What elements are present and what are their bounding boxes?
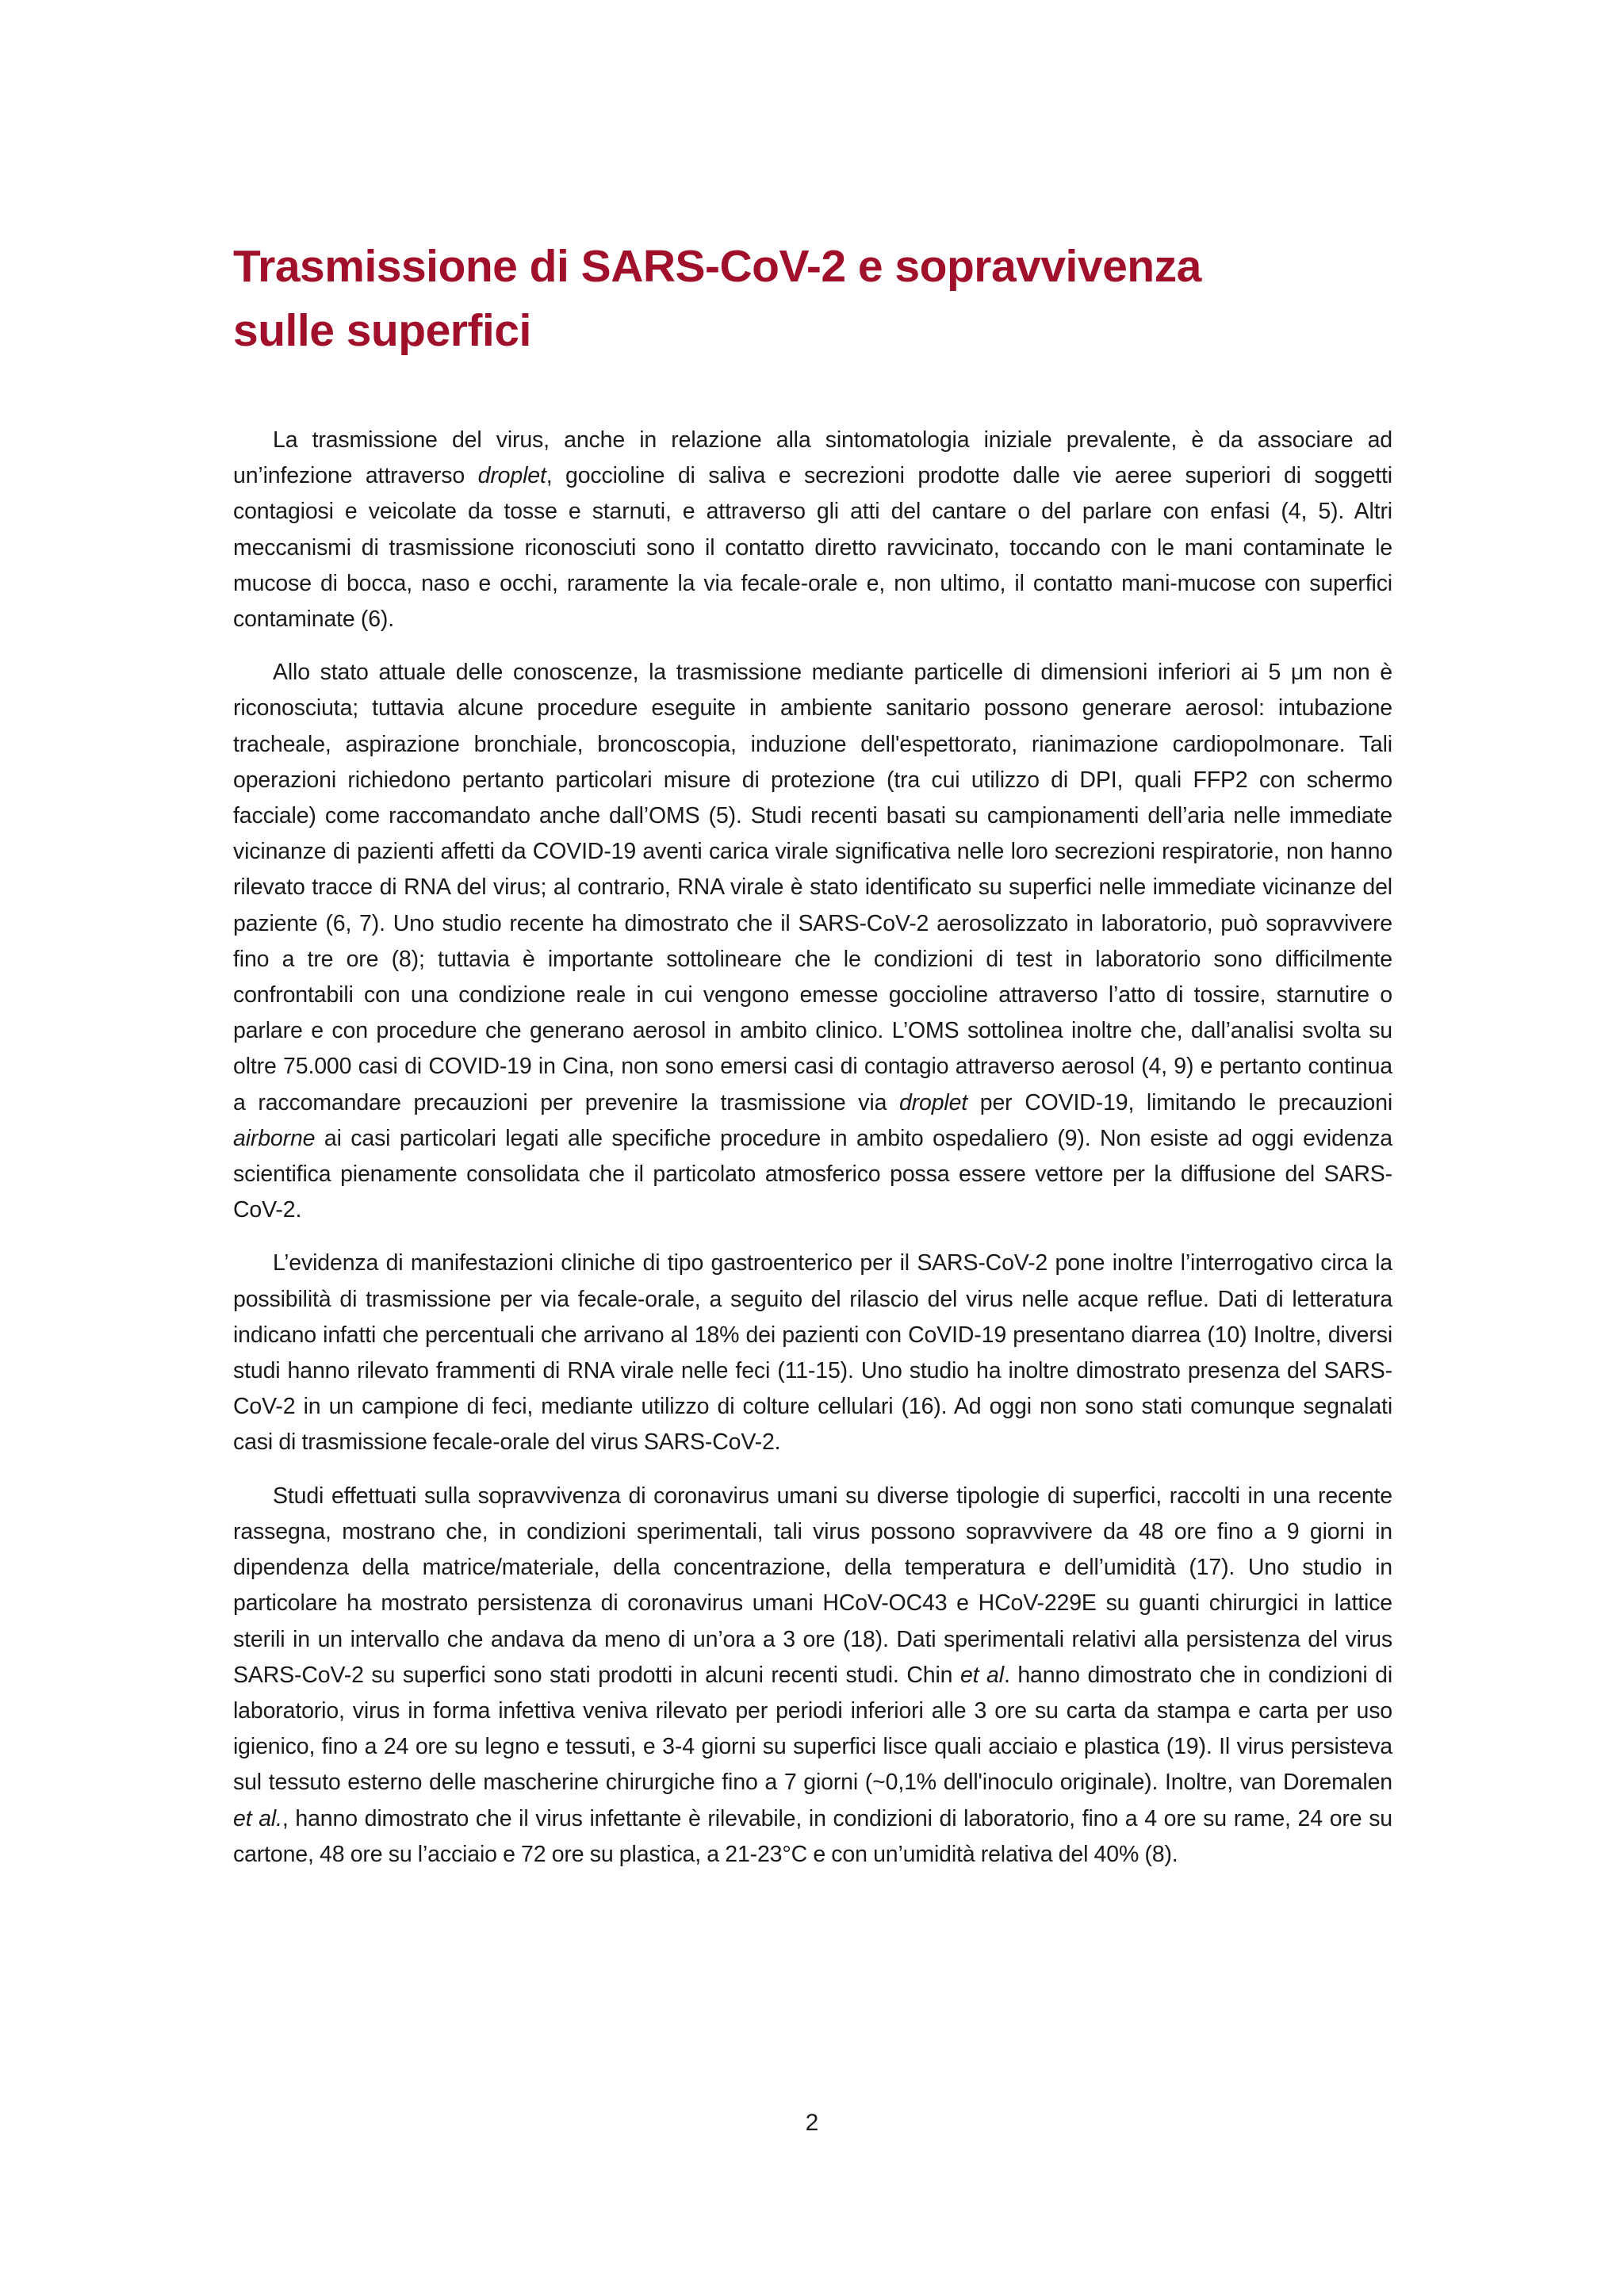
paragraph-1 [233,423,1392,637]
text-run: ai casi particolari legati alle specifiche procedure in ambito ospedaliero (9). Non esiste ad oggi evidenza scientifica pienamente consolidata che il particolato atmosferico possa essere vettore per la diffusione del SARS-CoV-2. [233,1125,1392,1223]
text-run: , goccioline di saliva e secrezioni prodotte dalle vie aeree superiori di soggetti contagiosi e veicolate da tosse e starnuti, e attraverso gli atti del cantare o del parlare con enfasi (4, 5). Altri meccanismi di trasmissione riconosciuti sono il contatto diretto ravvicinato, toccando con le mani contaminate le mucose di bocca, naso e occhi, raramente la via fecale-orale e, non ultimo, il contatto mani-mucose con superfici contaminate (6). [233,463,1392,633]
text-run: La trasmissione del virus, anche in relazione alla sintomatologia iniziale prevalente, è da associare ad un’infezione attraverso [233,427,1392,489]
paragraph-2 [233,655,1392,1228]
italic-term: et al [959,1662,1004,1688]
page-number: 2 [805,2110,819,2136]
italic-term: droplet [898,1089,968,1115]
title-line-2: sulle superfici [233,305,531,356]
text-run: per COVID-19, limitando le precauzioni [967,1089,1393,1115]
italic-term: airborne [233,1125,316,1151]
italic-term: et al. [233,1805,282,1831]
title-line-1: Trasmissione di SARS-CoV-2 e sopravvivenza [233,241,1201,292]
italic-term: droplet [477,463,546,489]
body-text [233,423,1392,1890]
text-run: , hanno dimostrato che il virus infettante è rilevabile, in condizioni di laboratorio, fino a 4 ore su rame, 24 ore su cartone, 48 ore su l’acciaio e 72 ore su plastica, a 21-23°C e con un’umidità relativa del 40% (8). [233,1805,1392,1867]
text-run: . hanno dimostrato che in condizioni di laboratorio, virus in forma infettiva veniva rilevato per periodi inferiori alle 3 ore su carta da stampa e carta per uso igienico, fino a 24 ore su legno e tessuti, e 3-4 giorni su superfici lisce quali acciaio e plastica (19). Il virus persisteva sul tessuto esterno delle mascherine chirurgiche fino a 7 giorni (~0,1% dell'inoculo originale). Inoltre, van Doremalen [233,1662,1393,1796]
paragraph-4 [233,1479,1392,1873]
page-title [233,235,1391,363]
text-run: L’evidenza di manifestazioni cliniche di tipo gastroenterico per il SARS-CoV-2 pone inoltre l’interrogativo circa la possibilità di trasmissione per via fecale-orale, a seguito del rilascio del virus nelle acque reflue. Dati di letteratura indicano infatti che percentuali che arrivano al 18% dei pazienti con CoVID-19 presentano diarrea (10) Inoltre, diversi studi hanno rilevato frammenti di RNA virale nelle feci (11-15). Uno studio ha inoltre dimostrato presenza del SARS-CoV-2 in un campione di feci, mediante utilizzo di colture cellulari (16). Ad oggi non sono stati comunque segnalati casi di trasmissione fecale-orale del virus SARS-CoV-2. [233,1250,1392,1456]
text-run: Allo stato attuale delle conoscenze, la trasmissione mediante particelle di dimensioni inferiori ai 5 μm non è riconosciuta; tuttavia alcune procedure eseguite in ambiente sanitario possono generare aerosol: intubazione tracheale, aspirazione bronchiale, broncoscopia, induzione dell'espettorato, rianimazione cardiopolmonare. Tali operazioni richiedono pertanto particolari misure di protezione (tra cui utilizzo di DPI, quali FFP2 con schermo facciale) come raccomandato anche dall’OMS (5). Studi recenti basati su campionamenti dell’aria nelle immediate vicinanze di pazienti affetti da COVID-19 aventi carica virale significativa nelle loro secrezioni respiratorie, non hanno rilevato tracce di RNA del virus; al contrario, RNA virale è stato identificato su superfici nelle immediate vicinanze del paziente (6, 7). Uno studio recente ha dimostrato che il SARS-CoV-2 aerosolizzato in laboratorio, può sopravvivere fino a tre ore (8); tuttavia è importante sottolineare che le condizioni di test in laboratorio sono difficilmente confrontabili con una condizione reale in cui vengono emesse goccioline attraverso l’atto di tossire, starnutire o parlare e con procedure che generano aerosol in ambito clinico. L’OMS sottolinea inoltre che, dall’analisi svolta su oltre 75.000 casi di COVID-19 in Cina, non sono emersi casi di contagio attraverso aerosol (4, 9) e pertanto continua a raccomandare precauzioni per prevenire la trasmissione via [233,660,1392,1115]
text-run: Studi effettuati sulla sopravvivenza di coronavirus umani su diverse tipologie di superfici, raccolti in una recente rassegna, mostrano che, in condizioni sperimentali, tali virus possono sopravvivere da 48 ore fino a 9 giorni in dipendenza della matrice/materiale, della concentrazione, della temperatura e dell’umidità (17). Uno studio in particolare ha mostrato persistenza di coronavirus umani HCoV-OC43 e HCoV-229E su guanti chirurgici in lattice sterili in un intervallo che andava da meno di un’ora a 3 ore (18). Dati sperimentali relativi alla persistenza del virus SARS-CoV-2 su superfici sono stati prodotti in alcuni recenti studi. Chin [233,1483,1392,1688]
paragraph-3 [233,1246,1392,1460]
